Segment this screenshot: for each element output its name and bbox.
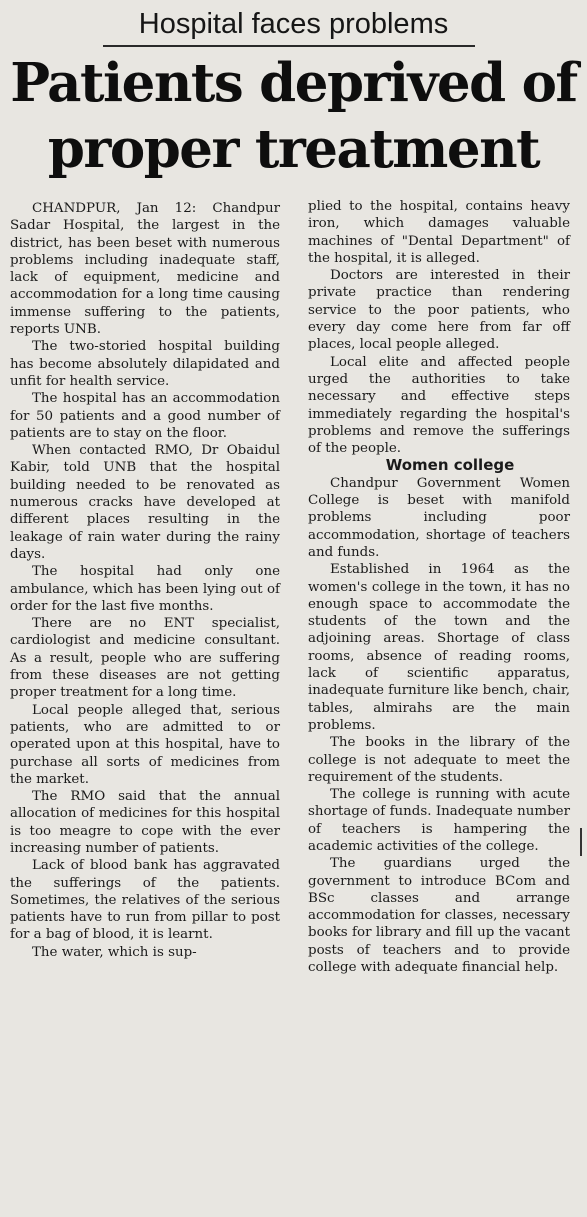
section-subhead: Women college [385, 456, 515, 475]
paragraph: Doctors are interested in their private practice than rendering service to the poor patients, who every day come here from far off places, local people alleged. [308, 268, 570, 353]
paragraph: Lack of blood bank has aggravated the sufferings of the patients. Sometimes, the relatives of the serious patients have to run from pillar to post for a bag of blood, it is learnt. [10, 858, 280, 943]
left-column [10, 200, 280, 961]
headline-line-1: Patients deprived of [10, 52, 577, 114]
paragraph: Chandpur Government Women College is beset with manifold problems including poor accommodation, shortage of teachers and funds. [308, 475, 570, 560]
column-edge-mark [580, 828, 582, 856]
paragraph-continued: plied to the hospital, contains heavy iron, which damages valuable machines of "Dental Department" of the hospital, it is alleged. [308, 199, 570, 266]
paragraph: There are no ENT specialist, cardiologist and medicine consultant. As a result, people who are suffering from these diseases are not getting proper treatment for a long time. [10, 616, 280, 701]
paragraph: The books in the library of the college is not adequate to meet the requirement of the students. [308, 735, 570, 785]
article-kicker: Hospital faces problems [138, 8, 449, 40]
paragraph: The college is running with acute shortage of funds. Inadequate number of teachers is hampering the academic activities of the college. [308, 787, 570, 854]
paragraph: The hospital has an accommodation for 50 patients and a good number of patients are to stay on the floor. [10, 391, 280, 441]
paragraph: Local people alleged that, serious patients, who are admitted to or operated upon at this hospital, have to purchase all sorts of medicines from the market. [10, 702, 280, 787]
paragraph: The hospital had only one ambulance, which has been lying out of order for the last five months. [10, 564, 280, 614]
paragraph: CHANDPUR, Jan 12: Chandpur Sadar Hospital, the largest in the district, has been beset with numerous problems including inadequate staff, lack of equipment, medicine and accommodation for a long time causing immense suffering to the patients, reports UNB. [10, 201, 280, 338]
paragraph: The RMO said that the annual allocation of medicines for this hospital is too meagre to cope with the ever increasing number of patients. [10, 789, 280, 856]
paragraph: Local elite and affected people urged the authorities to take necessary and effective steps immediately regarding the hospital's problems and remove the sufferings of the people. [308, 354, 570, 457]
headline-line-2: proper treatment [47, 118, 540, 180]
right-column [308, 198, 570, 976]
paragraph: When contacted RMO, Dr Obaidul Kabir, told UNB that the hospital building needed to be renovated as numerous cracks have developed at different places resulting in the leakage of rain water during the rainy days. [10, 443, 280, 562]
paragraph: The guardians urged the government to introduce BCom and BSc classes and arrange accommodation for classes, necessary books for library and fill up the vacant posts of teachers and to provide college with adequate financial help. [308, 856, 570, 976]
paragraph: Established in 1964 as the women's college in the town, it has no enough space to accommodate the students of the town and the adjoining areas. Shortage of class rooms, absence of reading rooms, lack of scientific apparatus, inadequate furniture like bench, chair, tables, almirahs are the main problems. [308, 562, 570, 733]
paragraph: The water, which is sup- [32, 944, 197, 960]
article-headline [0, 50, 587, 182]
kicker-rule [103, 45, 475, 47]
paragraph: The two-storied hospital building has become absolutely dilapidated and unfit for health service. [10, 339, 280, 389]
